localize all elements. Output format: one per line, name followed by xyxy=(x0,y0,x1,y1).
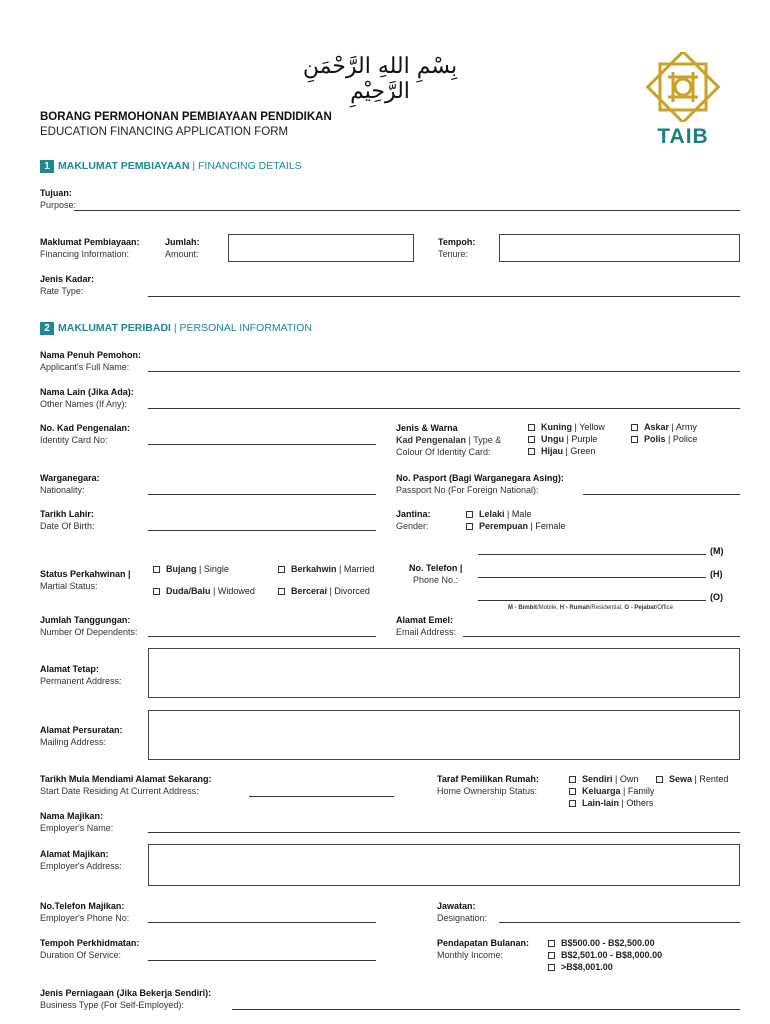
checkbox[interactable] xyxy=(153,588,160,595)
checkbox[interactable] xyxy=(569,800,576,807)
employer-phone-label-en: Employer's Phone No: xyxy=(40,913,130,923)
phone-legend xyxy=(508,602,673,614)
ic-type-label-3: Colour Of Identity Card: xyxy=(396,447,491,457)
income-option-3-label: >B$8,001.00 xyxy=(561,962,613,972)
othernames-label-en: Other Names (If Any): xyxy=(40,399,128,409)
tenure-field[interactable] xyxy=(499,234,740,262)
marital-option-married-ms: Berkahwin xyxy=(291,564,337,574)
fullname-field[interactable] xyxy=(148,371,740,372)
ic-option-green-ms: Hijau xyxy=(541,446,564,456)
residing-date-field[interactable] xyxy=(249,796,394,797)
checkbox[interactable] xyxy=(548,964,555,971)
phone-home-field[interactable] xyxy=(478,577,706,578)
gender-option-female-en: Female xyxy=(535,521,566,531)
ownership-option-rented-en: Rented xyxy=(699,774,729,784)
service-duration-field[interactable] xyxy=(148,960,376,961)
phone-legend-m-bold: M - Bimbit xyxy=(508,605,537,611)
gender-option-female[interactable]: Perempuan | Female xyxy=(466,520,565,532)
ic-type-label-ms: Kad Pengenalan xyxy=(396,435,467,445)
ic-option-police-en: Police xyxy=(672,434,698,444)
checkbox[interactable] xyxy=(631,436,638,443)
section-1-header xyxy=(40,160,302,173)
income-label: Pendapatan Bulanan: xyxy=(437,938,530,948)
income-label-en: Monthly Income: xyxy=(437,950,504,960)
marital-option-widowed-ms: Duda/Balu xyxy=(166,586,211,596)
permanent-address-label: Alamat Tetap: xyxy=(40,664,99,674)
form-title: BORANG PERMOHONAN PEMBIAYAAN PENDIDIKAN xyxy=(40,111,332,123)
income-option-1[interactable] xyxy=(548,937,655,949)
section-1-title-ms: MAKLUMAT PEMBIAYAAN xyxy=(58,160,190,172)
taib-logo xyxy=(638,52,728,147)
rate-type-field[interactable] xyxy=(148,296,740,297)
section-2-title-ms: MAKLUMAT PERIBADI xyxy=(58,322,171,334)
phone-office-suffix: (O) xyxy=(710,592,723,602)
employer-name-label: Nama Majikan: xyxy=(40,811,104,821)
business-type-label: Jenis Perniagaan (Jika Bekerja Sendiri): xyxy=(40,988,212,998)
ownership-option-rented-ms: Sewa xyxy=(669,774,693,784)
checkbox[interactable] xyxy=(466,523,473,530)
residing-date-label-en: Start Date Residing At Current Address: xyxy=(40,786,199,796)
email-label-en: Email Address: xyxy=(396,627,457,637)
gender-label: Jantina: xyxy=(396,509,431,519)
mailing-address-field[interactable] xyxy=(148,710,740,760)
income-option-3[interactable] xyxy=(548,961,613,973)
permanent-address-label-en: Permanent Address: xyxy=(40,676,122,686)
marital-option-divorced-en: Divorced xyxy=(334,586,370,596)
nationality-field[interactable] xyxy=(148,494,376,495)
marital-option-divorced[interactable]: Bercerai | Divorced xyxy=(278,585,370,597)
phone-legend-o-bold: O - Pejabat xyxy=(624,605,656,611)
phone-label-en: Phone No.: xyxy=(413,575,459,585)
ic-option-police-ms: Polis xyxy=(644,434,666,444)
phone-office-field[interactable] xyxy=(478,600,706,601)
marital-label-en: Martial Status: xyxy=(40,581,98,591)
passport-field[interactable] xyxy=(583,494,740,495)
amount-field[interactable] xyxy=(228,234,414,262)
marital-label: Status Perkahwinan | xyxy=(40,569,131,579)
email-field[interactable] xyxy=(463,636,740,637)
income-option-2-label: B$2,501.00 - B$8,000.00 xyxy=(561,950,663,960)
ownership-option-family-en: Family xyxy=(627,786,655,796)
section-1-separator: | xyxy=(189,160,199,172)
amount-label: Jumlah: xyxy=(165,237,200,247)
phone-legend-h-bold: H - Rumah xyxy=(559,605,590,611)
section-2-separator: | xyxy=(170,322,180,334)
section-2-number: 2 xyxy=(40,322,54,335)
ic-option-yellow-en: Yellow xyxy=(579,422,605,432)
purpose-label: Tujuan: xyxy=(40,188,72,198)
checkbox[interactable] xyxy=(466,511,473,518)
checkbox[interactable] xyxy=(631,424,638,431)
ownership-option-others-en: Others xyxy=(626,798,654,808)
marital-option-single[interactable]: Bujang | Single xyxy=(153,563,229,575)
phone-mobile-suffix: (M) xyxy=(710,546,724,556)
dob-label-en: Date Of Birth: xyxy=(40,521,95,531)
ownership-option-own-en: Own xyxy=(619,774,639,784)
ownership-option-own-ms: Sendiri xyxy=(582,774,613,784)
checkbox[interactable] xyxy=(656,776,663,783)
employer-name-field[interactable] xyxy=(148,832,740,833)
business-type-label-en: Business Type (For Self-Employed): xyxy=(40,1000,184,1010)
designation-field[interactable] xyxy=(499,922,740,923)
amount-label-en: Amount: xyxy=(165,249,199,259)
gender-label-en: Gender: xyxy=(396,521,429,531)
checkbox[interactable] xyxy=(528,448,535,455)
checkbox[interactable] xyxy=(528,436,535,443)
permanent-address-field[interactable] xyxy=(148,648,740,698)
checkbox[interactable] xyxy=(278,588,285,595)
ic-number-field[interactable] xyxy=(148,444,376,445)
employer-address-label: Alamat Majikan: xyxy=(40,849,109,859)
ic-option-yellow-ms: Kuning xyxy=(541,422,572,432)
business-type-field[interactable] xyxy=(232,1009,740,1010)
ic-option-army-ms: Askar xyxy=(644,422,670,432)
dependents-label-en: Number Of Dependents: xyxy=(40,627,138,637)
dependents-field[interactable] xyxy=(148,636,376,637)
section-1-number: 1 xyxy=(40,160,54,173)
phone-label: No. Telefon | xyxy=(409,563,463,573)
income-option-1-label: B$500.00 - B$2,500.00 xyxy=(561,938,655,948)
ic-option-army[interactable]: Askar | Army xyxy=(631,421,697,433)
section-2-title-en: PERSONAL INFORMATION xyxy=(179,322,312,334)
ic-option-green[interactable]: Hijau | Green xyxy=(528,445,595,457)
gender-option-male-en: Male xyxy=(511,509,532,519)
employer-phone-field[interactable] xyxy=(148,922,376,923)
ic-option-purple[interactable]: Ungu | Purple xyxy=(528,433,597,445)
dob-label: Tarikh Lahir: xyxy=(40,509,94,519)
dependents-label: Jumlah Tanggungan: xyxy=(40,615,131,625)
ic-option-purple-en: Purple xyxy=(571,434,598,444)
checkbox[interactable] xyxy=(548,952,555,959)
dob-field[interactable] xyxy=(148,530,376,531)
othernames-field[interactable] xyxy=(148,408,740,409)
purpose-label-en: Purpose: xyxy=(40,200,77,210)
gender-option-female-ms: Perempuan xyxy=(479,521,529,531)
ic-type-label: Jenis & Warna xyxy=(396,423,458,433)
purpose-field[interactable] xyxy=(74,210,740,211)
ic-option-green-en: Green xyxy=(570,446,596,456)
checkbox[interactable] xyxy=(153,566,160,573)
tenure-label: Tempoh: xyxy=(438,237,476,247)
ownership-option-family-ms: Keluarga xyxy=(582,786,621,796)
marital-option-married-en: Married xyxy=(343,564,375,574)
fullname-label-en: Applicant's Full Name: xyxy=(40,362,130,372)
section-1-title-en: FINANCING DETAILS xyxy=(198,160,302,172)
form-subtitle: EDUCATION FINANCING APPLICATION FORM xyxy=(40,126,289,138)
ownership-label-en: Home Ownership Status: xyxy=(437,786,538,796)
income-option-2[interactable] xyxy=(548,949,662,961)
ownership-option-rented[interactable]: Sewa | Rented xyxy=(656,773,728,785)
employer-address-label-en: Employer's Address: xyxy=(40,861,122,871)
ic-type-label-en: | Type & xyxy=(466,435,502,445)
financing-info-label: Maklumat Pembiayaan: xyxy=(40,237,140,247)
checkbox[interactable] xyxy=(528,424,535,431)
residing-date-label: Tarikh Mula Mendiami Alamat Sekarang: xyxy=(40,774,212,784)
gender-option-male-ms: Lelaki xyxy=(479,509,505,519)
passport-label: No. Pasport (Bagi Warganegara Asing): xyxy=(396,473,564,483)
ownership-option-family[interactable]: Keluarga | Family xyxy=(569,785,654,797)
phone-legend-h: /Residential, xyxy=(589,605,625,611)
nationality-label: Warganegara: xyxy=(40,473,100,483)
marital-option-widowed-en: Widowed xyxy=(217,586,255,596)
rate-type-label: Jenis Kadar: xyxy=(40,274,95,284)
service-duration-label: Tempoh Perkhidmatan: xyxy=(40,938,140,948)
ic-number-label: No. Kad Pengenalan: xyxy=(40,423,131,433)
bismillah-calligraphy: بِسْمِ اللهِ الرَّحْمَنِ الرَّحِيْمِ xyxy=(302,54,458,104)
nationality-label-en: Nationality: xyxy=(40,485,85,495)
checkbox[interactable] xyxy=(569,776,576,783)
passport-label-en: Passport No (For Foreign National): xyxy=(396,485,539,495)
designation-label-en: Designation: xyxy=(437,913,488,923)
taib-emblem-icon xyxy=(638,52,728,122)
taib-logo-text: TAIB xyxy=(657,125,709,148)
marital-option-widowed[interactable]: Duda/Balu | Widowed xyxy=(153,585,255,597)
service-duration-label-en: Duration Of Service: xyxy=(40,950,122,960)
othernames-label: Nama Lain (Jika Ada): xyxy=(40,387,134,397)
ic-option-army-en: Army xyxy=(675,422,697,432)
checkbox[interactable] xyxy=(548,940,555,947)
mailing-address-label: Alamat Persuratan: xyxy=(40,725,123,735)
phone-mobile-field[interactable] xyxy=(478,554,706,555)
employer-name-label-en: Employer's Name: xyxy=(40,823,114,833)
marital-option-single-ms: Bujang xyxy=(166,564,197,574)
ownership-option-others[interactable]: Lain-lain | Others xyxy=(569,797,653,809)
fullname-label: Nama Penuh Pemohon: xyxy=(40,350,142,360)
tenure-label-en: Tenure: xyxy=(438,249,469,259)
mailing-address-label-en: Mailing Address: xyxy=(40,737,107,747)
ic-type-label-2 xyxy=(396,434,501,446)
ownership-option-own[interactable]: Sendiri | Own xyxy=(569,773,638,785)
ic-option-police[interactable]: Polis | Police xyxy=(631,433,697,445)
designation-label: Jawatan: xyxy=(437,901,476,911)
phone-legend-o: /Office xyxy=(655,605,673,611)
ic-option-purple-ms: Ungu xyxy=(541,434,564,444)
marital-option-divorced-ms: Bercerai xyxy=(291,586,328,596)
rate-type-label-en: Rate Type: xyxy=(40,286,84,296)
phone-home-suffix: (H) xyxy=(710,569,723,579)
phone-legend-m: /Mobile, xyxy=(537,605,560,611)
marital-option-single-en: Single xyxy=(203,564,229,574)
gender-option-male[interactable]: Lelaki | Male xyxy=(466,508,531,520)
employer-address-field[interactable] xyxy=(148,844,740,886)
ic-option-yellow[interactable]: Kuning | Yellow xyxy=(528,421,605,433)
ic-number-label-en: Identity Card No: xyxy=(40,435,108,445)
section-2-header xyxy=(40,322,312,335)
marital-option-married[interactable]: Berkahwin | Married xyxy=(278,563,374,575)
email-label: Alamat Emel: xyxy=(396,615,454,625)
ownership-option-others-ms: Lain-lain xyxy=(582,798,620,808)
checkbox[interactable] xyxy=(569,788,576,795)
ownership-label: Taraf Pemilikan Rumah: xyxy=(437,774,539,784)
checkbox[interactable] xyxy=(278,566,285,573)
financing-info-label-en: Financing Information: xyxy=(40,249,130,259)
employer-phone-label: No.Telefon Majikan: xyxy=(40,901,125,911)
